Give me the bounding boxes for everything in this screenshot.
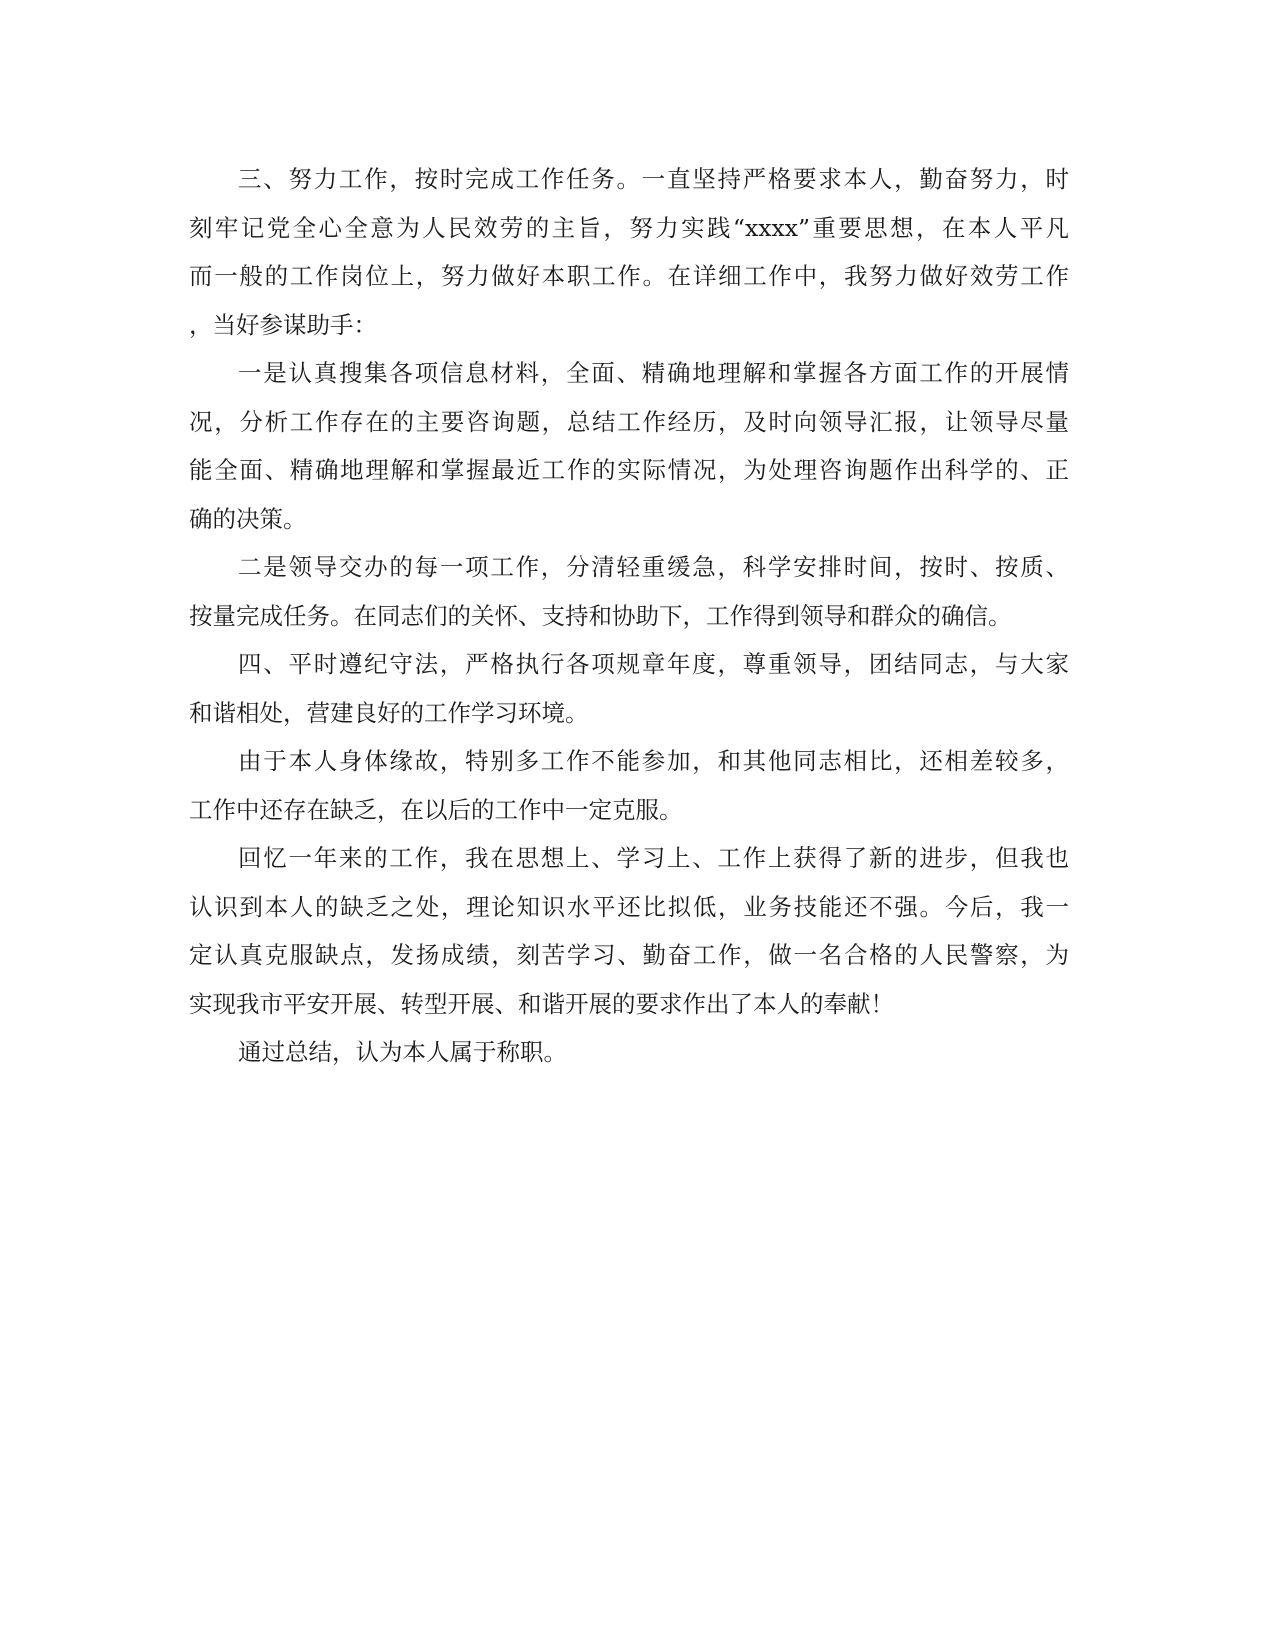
text-line: 三、努力工作，按时完成工作任务。一直坚持严格要求本人，勤奋努力，时 [238, 165, 1069, 193]
paragraph-assigned-work [189, 543, 1069, 640]
paragraph-work-tasks [189, 155, 1069, 349]
text-line: 回忆一年来的工作，我在思想上、学习上、工作上获得了新的进步，但我也 [238, 844, 1069, 872]
text-line: 认识到本人的缺乏之处，理论知识水平还比拟低，业务技能还不强。今后，我一 [189, 892, 1069, 921]
text-line: 刻牢记党全心全意为人民效劳的主旨，努力实践“xxxx”重要思想，在本人平凡 [189, 213, 1069, 242]
paragraph-review [189, 834, 1069, 1028]
text-line: ，当好参谋助手： [189, 310, 377, 339]
text-line: 按量完成任务。在同志们的关怀、支持和协助下，工作得到领导和群众的确信。 [189, 601, 1012, 630]
paragraph-shortcomings [189, 737, 1069, 834]
paragraph-information-collection [189, 349, 1069, 543]
text-line: 而一般的工作岗位上，努力做好本职工作。在详细工作中，我努力做好效劳工作 [189, 262, 1069, 290]
text-line: 确的决策。 [189, 504, 307, 533]
text-line: 定认真克服缺点，发扬成绩，刻苦学习、勤奋工作，做一名合格的人民警察，为 [189, 941, 1069, 969]
text-line: 况，分析工作存在的主要咨询题，总结工作经历，及时向领导汇报，让领导尽量 [189, 407, 1069, 436]
text-line: 四、平时遵纪守法，严格执行各项规章年度，尊重领导，团结同志，与大家 [238, 650, 1069, 678]
paragraph-discipline [189, 640, 1069, 737]
text-line: 和谐相处，营建良好的工作学习环境。 [189, 698, 589, 727]
text-line: 工作中还存在缺乏，在以后的工作中一定克服。 [189, 795, 683, 824]
paragraph-conclusion [189, 1028, 1069, 1077]
text-line: 通过总结，认为本人属于称职。 [238, 1038, 567, 1066]
text-line: 由于本人身体缘故，特别多工作不能参加，和其他同志相比，还相差较多， [238, 747, 1069, 775]
text-line: 二是领导交办的每一项工作，分清轻重缓急，科学安排时间，按时、按质、 [238, 553, 1069, 581]
text-line: 实现我市平安开展、转型开展、和谐开展的要求作出了本人的奉献！ [189, 989, 894, 1018]
document-body [189, 155, 1069, 1077]
text-line: 一是认真搜集各项信息材料，全面、精确地理解和掌握各方面工作的开展情 [238, 359, 1069, 387]
text-line: 能全面、精确地理解和掌握最近工作的实际情况，为处理咨询题作出科学的、正 [189, 456, 1069, 484]
